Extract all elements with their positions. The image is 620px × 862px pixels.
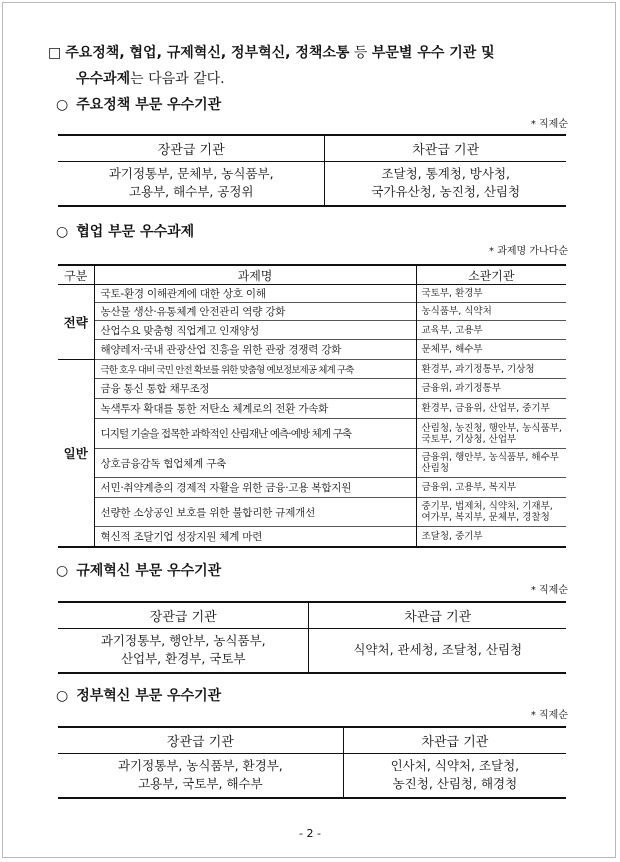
- task-title: 상호금융감독 협업체계 구축: [94, 449, 416, 478]
- header-vice-minister-level: 차관급 기관: [325, 135, 566, 162]
- task-agency: 농식품부, 식약처: [416, 303, 566, 321]
- task-agency: 산림청, 농진청, 행안부, 농식품부, 국토부, 기상청, 산업부: [416, 419, 566, 449]
- cell-vice-minister-level: 인사처, 식약처, 조달청, 농진청, 산림청, 해경청: [343, 754, 566, 798]
- intro-line2-bold: 우수과제: [76, 71, 131, 87]
- section-title: 주요정책 부문 우수기관: [76, 97, 222, 113]
- task-title: 혁신적 조달기업 성장지원 체계 마련: [94, 527, 416, 547]
- header-vice-minister-level: 차관급 기관: [309, 602, 566, 629]
- header-vice-minister-level: 차관급 기관: [343, 727, 566, 754]
- task-title: 극한 호우 대비 국민 안전 확보를 위한 맞춤형 예보정보제공 체계 구축: [94, 360, 416, 379]
- task-title: 서민·취약계층의 경제적 자활을 위한 금융·고용 복합지원: [94, 478, 416, 498]
- cell-vice-minister-level: 조달청, 통계청, 방사청, 국가유산청, 농진청, 산림청: [325, 162, 566, 206]
- page-number: - 2 -: [299, 827, 321, 840]
- table-government-innovation: [58, 726, 566, 799]
- header-minister-level: 장관급 기관: [58, 135, 325, 162]
- circle-bullet: ○: [56, 563, 69, 579]
- intro-line2-rest: 는 다음과 같다.: [130, 71, 225, 87]
- intro-paragraph: [48, 40, 588, 92]
- task-agency: 금융위, 고용부, 복지부: [416, 478, 566, 498]
- header-agency: 소관기관: [416, 265, 566, 285]
- task-title: 선량한 소상공인 보호를 위한 불합리한 규제개선: [94, 498, 416, 527]
- task-agency: 문체부, 해수부: [416, 340, 566, 360]
- task-title: 해양레저·국내 관광산업 진흥을 위한 관광 경쟁력 강화: [94, 340, 416, 360]
- sort-note: * 직제순: [530, 585, 568, 596]
- cell-minister-level: 과기정통부, 행안부, 농식품부, 산업부, 환경부, 국토부: [100, 633, 266, 667]
- task-title: 산업수요 맞춤형 직업계고 인재양성: [94, 321, 416, 340]
- task-title: 디지털 기술을 접목한 과학적인 산림재난 예측·예방 체계 구축: [94, 419, 416, 449]
- section-title: 규제혁신 부문 우수기관: [76, 563, 222, 579]
- task-title: 금융 통신 통합 채무조정: [94, 379, 416, 399]
- cell-minister-level: 과기정통부, 농식품부, 환경부, 고용부, 국토부, 해수부: [117, 758, 283, 792]
- header-minister-level: 장관급 기관: [58, 727, 343, 754]
- sort-note: * 직제순: [530, 119, 568, 130]
- task-title: 녹색투자 확대를 통한 저탄소 체계로의 전환 가속화: [94, 399, 416, 419]
- task-agency: 환경부, 과기정통부, 기상청: [416, 360, 566, 379]
- task-title: 농산물 생산·유통체계 안전관리 역량 강화: [94, 303, 416, 321]
- task-agency: 국토부, 환경부: [416, 285, 566, 303]
- circle-bullet: ○: [56, 224, 69, 240]
- header-task: 과제명: [94, 265, 416, 285]
- header-minister-level: 장관급 기관: [58, 602, 309, 629]
- task-agency: 금융위, 과기정통부: [416, 379, 566, 399]
- task-agency: 환경부, 금융위, 산업부, 중기부: [416, 399, 566, 419]
- sort-note: * 직제순: [530, 710, 568, 721]
- intro-bold: 주요정책, 협업, 규제혁신, 정부혁신, 정책소통: [65, 45, 350, 61]
- circle-bullet: ○: [56, 688, 69, 704]
- section-heading-major-policy: [56, 95, 221, 115]
- circle-bullet: ○: [56, 97, 69, 113]
- cell-vice-minister-level: 식약처, 관세청, 조달청, 산림청: [309, 629, 566, 673]
- category-general: 일반: [58, 360, 94, 547]
- section-title: 정부혁신 부문 우수기관: [76, 688, 222, 704]
- intro-bold-2: 부문별 우수 기관 및: [371, 45, 495, 61]
- category-strategy: 전략: [58, 285, 94, 360]
- task-agency: 금융위, 행안부, 농식품부, 해수부 산림청: [416, 449, 566, 478]
- section-heading-regulatory-innovation: [56, 561, 221, 581]
- task-agency: 교육부, 고용부: [416, 321, 566, 340]
- task-title: 국토-환경 이해관계에 대한 상호 이해: [94, 285, 416, 303]
- task-agency: 조달청, 중기부: [416, 527, 566, 547]
- section-title: 협업 부문 우수과제: [76, 224, 195, 240]
- cell-minister-level: 과기정통부, 문체부, 농식품부, 고용부, 해수부, 공정위: [108, 166, 274, 200]
- table-major-policy: [58, 134, 566, 207]
- table-collaboration: [58, 264, 566, 548]
- section-heading-government-innovation: [56, 686, 221, 706]
- table-regulatory-innovation: [58, 601, 566, 674]
- checkbox-bullet: □: [48, 45, 62, 61]
- intro-mid: 등: [349, 45, 372, 61]
- sort-note: * 과제명 가나다순: [489, 246, 568, 257]
- section-heading-collaboration: [56, 222, 194, 242]
- task-agency: 중기부, 법제처, 식약처, 기재부, 여가부, 복지부, 문체부, 경찰청: [416, 498, 566, 527]
- header-category: 구분: [58, 265, 94, 285]
